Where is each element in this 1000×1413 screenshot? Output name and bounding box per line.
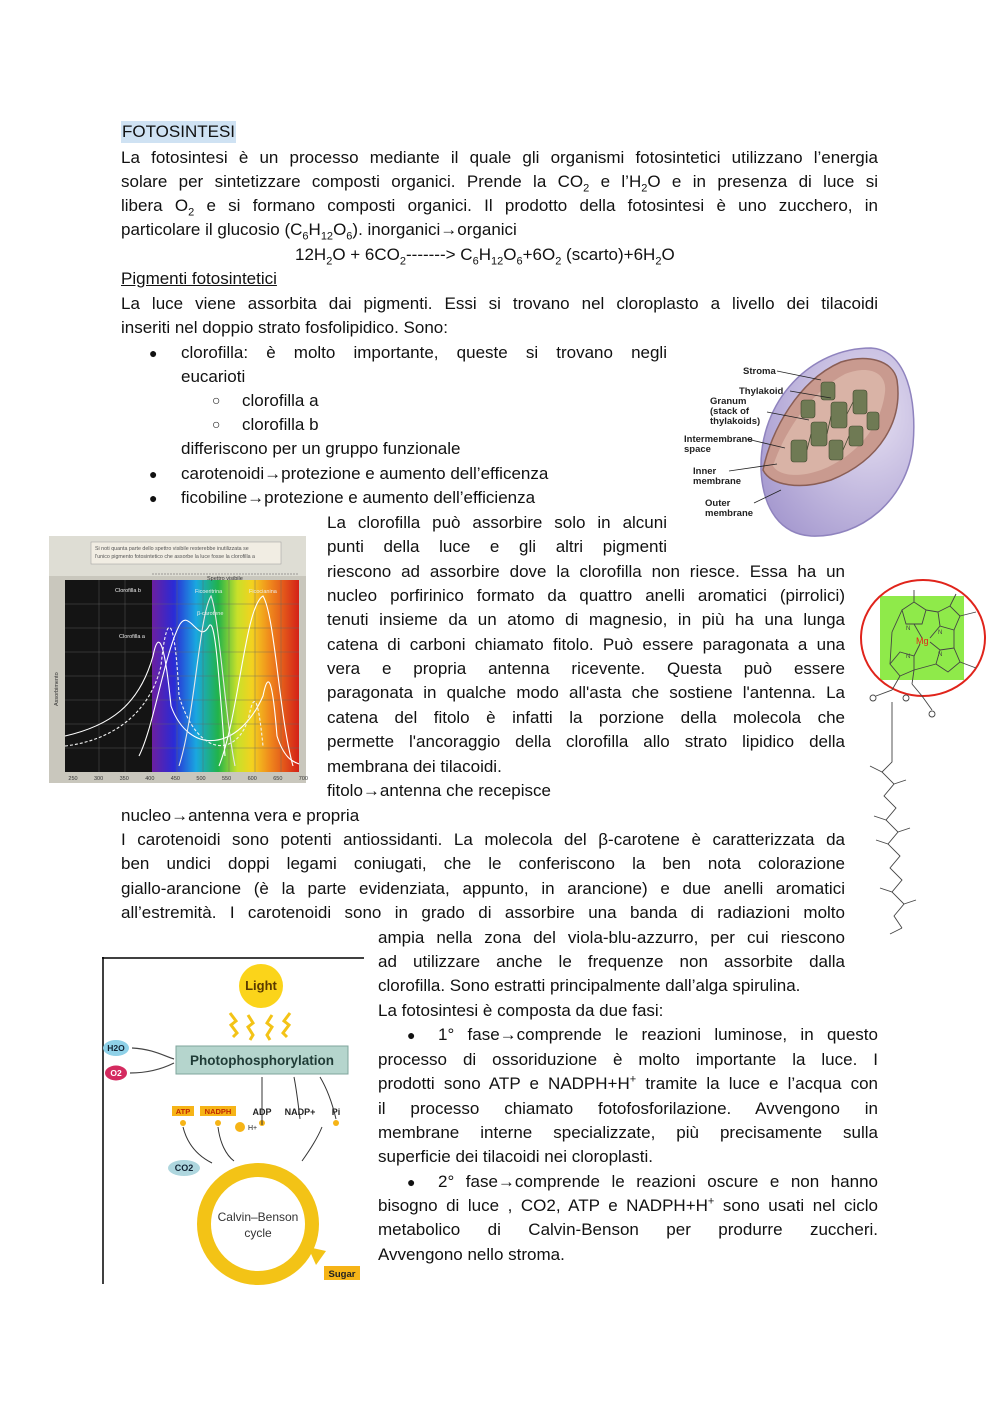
phase-2-line-4: Avvengono nello stroma. — [378, 1245, 565, 1264]
intro-line-2: solare per sintetizzare composti organici. Prende la $CO_2$ e $l’H_2O$ e in presenza di luce si — [121, 172, 878, 195]
bullet-icon: ● — [149, 345, 158, 361]
phase-1-line-3: prodotti sono ATP e NADPH+H+ tramite la luce e l’acqua con — [378, 1073, 879, 1093]
bullet-carotenoids: carotenoidi→protezione e aumento dell’efficenza — [181, 464, 549, 483]
chlorophyll-molecule-figure — [852, 572, 992, 942]
svg-text:membrane: membrane — [705, 508, 754, 519]
magnesium-label: Mg — [916, 636, 929, 646]
sub-item-chlorophyll-a: clorofilla a — [242, 391, 319, 410]
svg-text:l'unico pigmento fotosintetico: l'unico pigmento fotosintetico che assorbe la luce fosse la clorofilla a — [95, 554, 256, 560]
carotenoids-line-7: clorofilla. Sono estratti principalmente dall’alga spirulina. — [378, 976, 801, 995]
label-stroma: Stroma — [743, 366, 776, 377]
section-heading-pigments: Pigmenti fotosintetici — [121, 269, 277, 288]
label-ficoeritrina: Ficoeritrina — [195, 589, 223, 595]
visible-spectrum-label: Spettro visibile — [207, 576, 243, 582]
phase-1-line-2: processo di ossoriduzione è molto importante la luce. I — [378, 1050, 878, 1069]
x-tick-label: 600 — [247, 776, 257, 782]
absorption-spectrum-figure — [49, 536, 306, 783]
svg-text:N: N — [938, 630, 943, 636]
chlorophyll-note: differiscono per un gruppo funzionale — [181, 439, 461, 458]
carotenoids-line-4: all’estremità. I carotenoidi sono in grado di assorbire una banda di radiazioni molto — [121, 903, 845, 922]
label-ficocianina: Ficocianina — [249, 589, 277, 595]
bullet-icon: ● — [407, 1174, 416, 1190]
label-outer-membrane: Outer — [705, 498, 731, 509]
svg-text:N: N — [906, 626, 911, 632]
nadph-label: NADPH — [204, 1107, 232, 1116]
adp-label: ADP — [252, 1107, 272, 1117]
phase-2-line-1: 2° fase→comprende le reazioni oscure e non hanno — [438, 1172, 878, 1191]
x-tick-label: 400 — [145, 776, 155, 782]
chlorophyll-line-5: tenuti insieme da un atomo di magnesio, in più ha una lunga — [327, 610, 845, 629]
carotenoids-line-2: ben undici doppi legami coniugati, che le conferiscono la ben nota colorazione — [121, 854, 845, 873]
svg-text:cycle: cycle — [244, 1226, 272, 1240]
chlorophyll-line-13: nucleo→antenna vera e propria — [121, 806, 360, 825]
bullet-phycobilins: ficobiline→protezione e aumento dell’efficienza — [181, 488, 536, 507]
photophosphorylation-label: Photophosphorylation — [190, 1053, 334, 1068]
carotenoids-line-3: giallo-arancione (è la parte evidenziata, appunto, in arancione) e due anelli aromatici — [121, 879, 845, 898]
svg-text:Sugar: Sugar — [328, 1269, 356, 1280]
phase-1-line-4: il processo chiamato fotofosforilazione. Avvengono in — [378, 1099, 878, 1118]
svg-text:N: N — [906, 654, 911, 660]
phase-1-line-1: 1° fase→comprende le reazioni luminose, in questo — [438, 1025, 878, 1044]
chlorophyll-line-4: nucleo porfirinico formato da quattro anelli aromatici (pirrolici) — [327, 586, 845, 605]
sub-item-chlorophyll-b: clorofilla b — [242, 415, 319, 434]
pi-label: Pi — [331, 1107, 341, 1117]
bullet-chlorophyll-cont: eucarioti — [181, 367, 246, 386]
intro-line-3: libera $O_2$ e si formano composti organici. Il prodotto della fotosintesi è uno zucchero, in — [121, 196, 878, 219]
label-intermembrane: Intermembrane — [684, 434, 753, 445]
label-granum: Granum — [710, 396, 747, 407]
label-thylakoid: Thylakoid — [739, 386, 784, 397]
x-tick-label: 250 — [68, 776, 78, 782]
label-clorofilla-a: Clorofilla a — [119, 634, 145, 640]
y-axis-label: Assorbimento — [54, 672, 60, 706]
chloroplast-figure — [681, 340, 919, 538]
intro-line-1: La fotosintesi è un processo mediante il quale gli organismi fotosintetici utilizzano l’energia — [121, 148, 878, 167]
calvin-cycle-figure — [102, 957, 364, 1284]
x-tick-label: 650 — [273, 776, 283, 782]
x-tick-label: 300 — [94, 776, 104, 782]
intro-line-4: particolare il glucosio $(C_6H_{12}O_6)$. inorganici→organici — [121, 220, 517, 243]
chlorophyll-line-8: paragonata in qualche modo all'asta che sostiene l'antenna. La — [327, 683, 845, 702]
bullet-icon: ● — [407, 1027, 416, 1043]
svg-text:H+: H+ — [248, 1125, 258, 1132]
carotenoids-line-1: I carotenoidi sono potenti antiossidanti. La molecola del β-carotene è caratterizzata da — [121, 830, 845, 849]
label-beta-carotene: β-carotene — [197, 611, 224, 617]
carotenoids-line-5: ampia nella zona del viola-blu-azzurro, per cui riescono — [378, 928, 845, 947]
page-title: FOTOSINTESI — [122, 122, 236, 141]
x-tick-label: 350 — [119, 776, 129, 782]
spectrum-note: Si noti quanta parte dello spettro visibile resterebbe inutilizzata se — [95, 546, 249, 552]
chlorophyll-line-11: membrana dei tilacoidi. — [327, 757, 502, 776]
pigments-line-2: inseriti nel doppio strato fosfolipidico. Sono: — [121, 318, 448, 337]
svg-text:space: space — [684, 444, 711, 455]
circle-bullet-icon: ○ — [212, 416, 221, 432]
phase-2-line-2: bisogno di luce , CO2, ATP e NADPH+H+ sono usati nel ciclo — [378, 1195, 878, 1215]
x-tick-label: 500 — [196, 776, 206, 782]
chlorophyll-line-7: vera e propria antenna ricevente. Questa può essere — [327, 659, 845, 678]
chlorophyll-line-10: permette l'ancoraggio della clorofilla allo strato lipidico della — [327, 732, 845, 751]
circle-bullet-icon: ○ — [212, 392, 221, 408]
x-tick-label: 700 — [298, 776, 308, 782]
photosynthesis-equation: $12H_2O + 6CO_2-------> C_6H_{12}O_6+6O_2$ $(scarto)+6H_2O$ — [295, 245, 675, 268]
carotenoids-line-6: ad utilizzare anche le frequenze non assorbite dalla — [378, 952, 845, 971]
light-label: Light — [245, 978, 277, 993]
chlorophyll-line-3: riescono ad assorbire dove la clorofilla non riesce. Essa ha un — [327, 562, 845, 581]
svg-text:N: N — [938, 652, 943, 658]
calvin-cycle-ring — [204, 1170, 312, 1278]
chlorophyll-line-2: punti della luce e gli altri pigmenti — [327, 537, 667, 556]
calvin-benson-label: Calvin–Benson — [217, 1210, 299, 1224]
phase-1-line-6: superficie dei tilacoidi nei cloroplasti. — [378, 1147, 653, 1166]
phases-intro: La fotosintesi è composta da due fasi: — [378, 1001, 664, 1020]
bullet-icon: ● — [149, 466, 158, 482]
atp-label: ATP — [175, 1107, 191, 1116]
chlorophyll-line-12: fitolo→antenna che recepisce — [327, 781, 551, 800]
bullet-icon: ● — [149, 490, 158, 506]
svg-text:CO2: CO2 — [174, 1163, 194, 1173]
label-inner-membrane: Inner — [693, 466, 717, 477]
svg-text:H2O: H2O — [107, 1043, 125, 1053]
nadp-label: NADP+ — [284, 1107, 316, 1117]
chlorophyll-line-6: catena di carboni chiamato fitolo. Può essere paragonata a una — [327, 635, 845, 654]
label-clorofilla-b: Clorofilla b — [115, 588, 141, 594]
svg-text:membrane: membrane — [693, 476, 742, 487]
chlorophyll-line-1: La clorofilla può assorbire solo in alcuni — [327, 513, 667, 532]
svg-text:thylakoids): thylakoids) — [710, 416, 761, 427]
phase-1-line-5: membrane interne specializzate, più precisamente sulla — [378, 1123, 878, 1142]
phase-2-line-3: metabolico di Calvin-Benson per produrre zuccheri. — [378, 1220, 878, 1239]
bullet-chlorophyll: clorofilla: è molto importante, queste si trovano negli — [181, 343, 667, 362]
svg-text:(stack of: (stack of — [710, 406, 750, 417]
pigments-line-1: La luce viene assorbita dai pigmenti. Essi si trovano nel cloroplasto a livello dei tilacoidi — [121, 294, 878, 313]
x-tick-label: 550 — [222, 776, 232, 782]
x-tick-label: 450 — [170, 776, 180, 782]
svg-text:O2: O2 — [110, 1068, 122, 1078]
chlorophyll-line-9: catena del fitolo è infatti la porzione della molecola che — [327, 708, 845, 727]
